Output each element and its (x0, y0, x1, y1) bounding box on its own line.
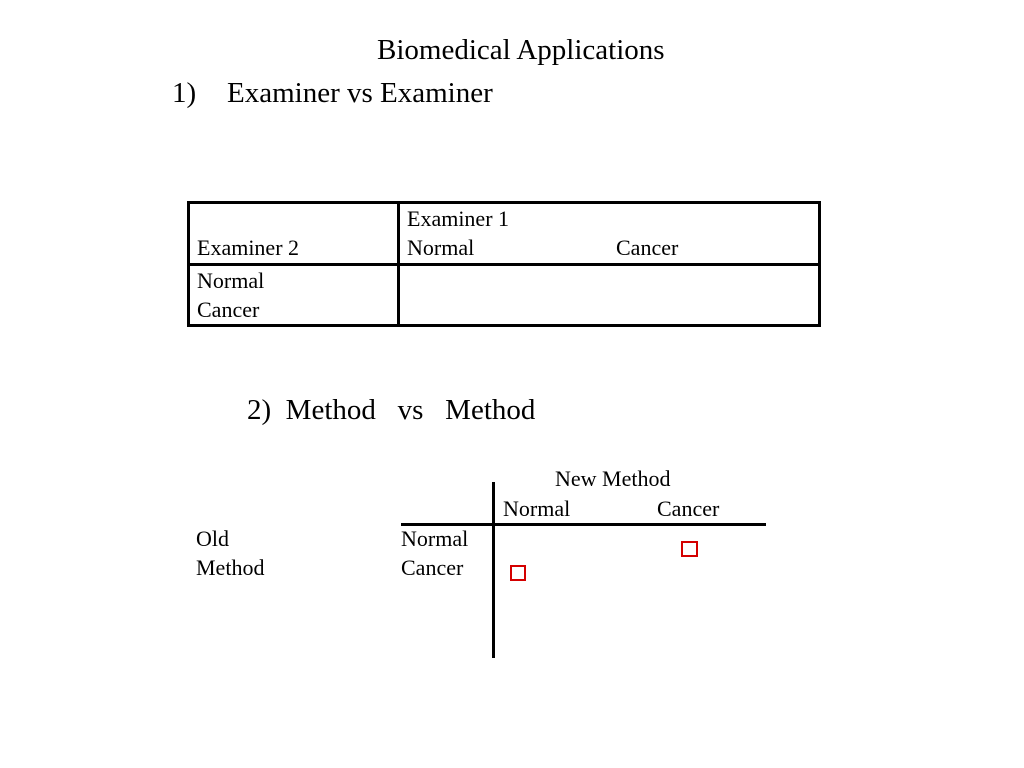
table-row-group-label: Examiner 2 (197, 235, 300, 260)
table-border-left (187, 201, 190, 327)
table-border-right (818, 201, 821, 327)
method-row-header-normal: Normal (401, 526, 469, 551)
method-table-vertical-line (492, 482, 495, 658)
method-col-group-label: New Method (555, 466, 671, 491)
page-title: Biomedical Applications (377, 34, 665, 66)
section-1-number: 1) (172, 77, 197, 109)
method-row-group-label-line1: Old (196, 526, 229, 551)
normal-cancer-marker (510, 565, 526, 581)
table-row-header-normal: Normal (197, 268, 265, 293)
method-row-header-cancer: Cancer (401, 555, 464, 580)
table-border-middle (187, 263, 821, 266)
table-border-divider (397, 201, 400, 327)
table-col-group-label: Examiner 1 (407, 206, 510, 231)
method-col-header-normal: Normal (503, 496, 571, 521)
section-1-heading: Examiner vs Examiner (227, 77, 493, 109)
table-col-header-normal: Normal (407, 235, 475, 260)
section-2-heading: 2) Method vs Method (247, 394, 536, 426)
table-row-header-cancer: Cancer (197, 297, 260, 322)
cancer-normal-marker (681, 541, 698, 557)
method-col-header-cancer: Cancer (657, 496, 720, 521)
table-col-header-cancer: Cancer (616, 235, 679, 260)
method-row-group-label-line2: Method (196, 555, 265, 580)
table-border-bottom (187, 324, 821, 327)
